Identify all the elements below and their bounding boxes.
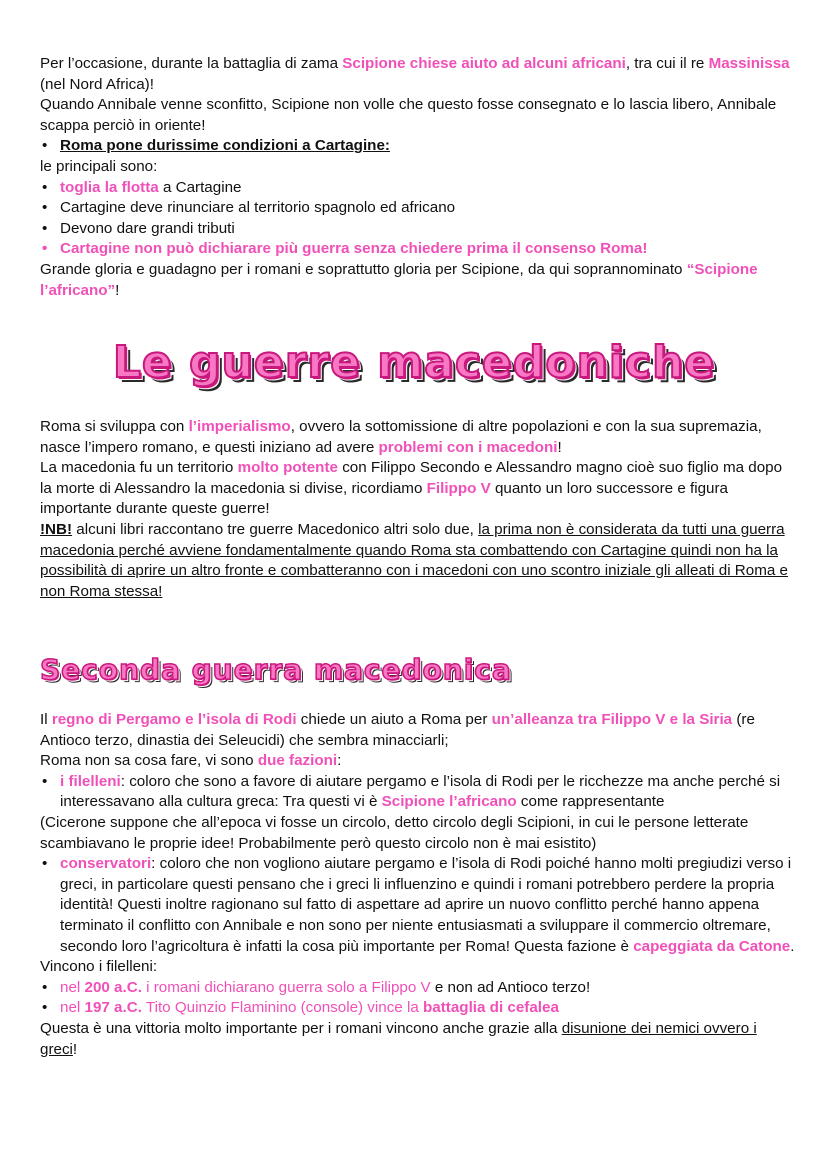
- text: !: [72, 1040, 78, 1058]
- text: Tito Quinzio Flaminino (console) vince la: [141, 999, 424, 1017]
- faction-item-filelleni: [40, 772, 795, 813]
- text: con Filippo Secondo e Alessandro magno cioè suo figlio ma dopo la morte di Alessandro la macedonia si divise, ricordiamo: [40, 459, 783, 497]
- highlight: Scipione l’africano: [381, 793, 517, 811]
- outcome-item: [40, 978, 795, 999]
- highlight: molto potente: [237, 459, 338, 477]
- section-title-second-macedonian-war: Seconda guerra macedonica: [40, 653, 512, 686]
- highlight: Massinissa: [708, 55, 790, 72]
- text: , ovvero la sottomissione di altre popolazioni e con la sua supremazia, nasce l’impero romano, e questi iniziano ad avere: [40, 418, 762, 456]
- nb-note: [40, 520, 795, 602]
- text: : coloro che non vogliono aiutare pergamo e l’isola di Rodi poiché hanno molti pregiudizi verso i greci, in particolare questi pensano che i greci li influenzino e quindi i romani potrebbero perdere la propria identità! Questi inoltre ragionano sul fatto di aspettare ad aprire un nuovo conflitto perché hanno appena terminato il conflitto con Annibale e non sono per niente entusiasmati a sviluppare il commercio oltremare, secondo loro l’agricoltura è infatti la cosa più importante per Roma! Questa fazione è: [60, 855, 792, 955]
- text: nel: [60, 999, 85, 1017]
- text: Il: [40, 711, 52, 728]
- text: , tra cui il re: [625, 55, 709, 72]
- text: come rappresentante: [516, 793, 665, 811]
- faction-item-conservatori: [40, 854, 795, 957]
- text: Roma non sa cosa fare, vi sono: [40, 752, 258, 770]
- conditions-heading: [40, 136, 795, 157]
- underlined-text: la prima non è considerata da tutti una guerra macedonia perché avviene fondamentalmente quando Roma sta combattendo con Cartagine quindi non ha la possibilità di aprire un altro fronte e combatteranno con i macedoni con uno scontro iniziale gli alleati di Roma e non Roma stessa!: [40, 520, 788, 600]
- text: !: [557, 438, 562, 456]
- text: e non ad Antioco terzo!: [430, 978, 591, 996]
- conditions-subtitle: le principali sono:: [40, 157, 158, 175]
- condition-item: • Devono dare grandi tributi: [40, 219, 795, 240]
- highlight: capeggiata da Catone: [633, 937, 791, 955]
- text: alcuni libri raccontano tre guerre Macedonico altri solo due,: [72, 520, 479, 538]
- highlight: Scipione chiese aiuto ad alcuni africani: [342, 55, 626, 72]
- highlight: problemi con i macedoni: [378, 438, 558, 456]
- section2-paragraph-1: [40, 710, 795, 751]
- section1-block: [40, 417, 795, 602]
- text: i romani dichiarano guerra solo a Filippo V: [141, 978, 431, 996]
- highlight: Filippo V: [426, 479, 491, 497]
- condition-item: [40, 178, 795, 199]
- section2-paragraph-3: (Cicerone suppone che all’epoca vi fosse un circolo, detto circolo degli Scipioni, in cui le persone letterate scambiavano le proprie idee! Probabilmente però questo circolo non è mai esistito): [40, 813, 749, 852]
- highlight: battaglia di cefalea: [423, 999, 559, 1017]
- section2-block: [40, 710, 795, 1060]
- section1-paragraph-1: [40, 417, 795, 458]
- outcome-item: [40, 998, 795, 1019]
- condition-item: • Cartagine deve rinunciare al territorio spagnolo ed africano: [40, 198, 795, 219]
- text: !: [115, 281, 120, 299]
- highlight: due fazioni: [257, 752, 338, 770]
- condition-item: • Cartagine non può dichiarare più guerra senza chiedere prima il consenso Roma!: [40, 239, 795, 260]
- section1-paragraph-2: [40, 458, 795, 520]
- text: Per l’occasione, durante la battaglia di zama: [40, 55, 343, 72]
- text: (nel Nord Africa)!: [40, 75, 154, 93]
- highlight: conservatori: [60, 855, 152, 873]
- text: .: [790, 937, 795, 955]
- highlight: regno di Pergamo e l’isola di Rodi: [51, 711, 297, 728]
- text: Questa è una vittoria molto importante per i romani vincono anche grazie alla: [40, 1019, 562, 1037]
- highlight: l’imperialismo: [188, 418, 291, 435]
- intro-block: [40, 54, 795, 301]
- text: La macedonia fu un territorio: [40, 459, 238, 477]
- text: :: [337, 752, 342, 770]
- intro-paragraph-2: Quando Annibale venne sconfitto, Scipione non volle che questo fosse consegnato e lo lascia libero, Annibale scappa perciò in oriente!: [40, 96, 777, 134]
- highlight: toglia la flotta: [60, 178, 159, 196]
- text: chiede un aiuto a Roma per: [296, 711, 492, 728]
- text: (re Antioco terzo, dinastia dei Seleucidi) che sembra minacciarli;: [40, 711, 755, 749]
- highlight: un’alleanza tra Filippo V e la Siria: [491, 711, 733, 728]
- highlight: i filelleni: [60, 772, 121, 790]
- underlined-text: disunione dei nemici ovvero i greci: [40, 1019, 757, 1058]
- highlight: 197 a.C.: [84, 999, 142, 1017]
- text: : coloro che sono a favore di aiutare pergamo e l’isola di Rodi per le ricchezze ma anche perché si interessavano alla cultura greca: Tra questi vi è: [60, 772, 781, 811]
- highlight: “Scipione l’africano”: [40, 260, 758, 299]
- text: Roma pone durissime condizioni a Cartagine:: [60, 137, 390, 155]
- text: Roma si sviluppa con: [40, 418, 189, 435]
- text: nel: [60, 978, 85, 996]
- text: quanto un loro successore e figura importante durante queste guerre!: [40, 479, 728, 518]
- highlight: 200 a.C.: [84, 978, 142, 996]
- nb-label: !NB!: [40, 520, 73, 538]
- section2-paragraph-4: Vincono i filelleni:: [40, 958, 158, 976]
- text: a Cartagine: [158, 178, 242, 196]
- intro-paragraph-3: [40, 260, 795, 301]
- section2-paragraph-5: [40, 1019, 795, 1060]
- section-title-macedonian-wars: Le guerre macedoniche: [112, 337, 716, 388]
- section2-paragraph-2: [40, 751, 795, 772]
- text: Grande gloria e guadagno per i romani e soprattutto gloria per Scipione, da qui soprannominato: [40, 260, 687, 278]
- intro-paragraph-1: [40, 54, 795, 95]
